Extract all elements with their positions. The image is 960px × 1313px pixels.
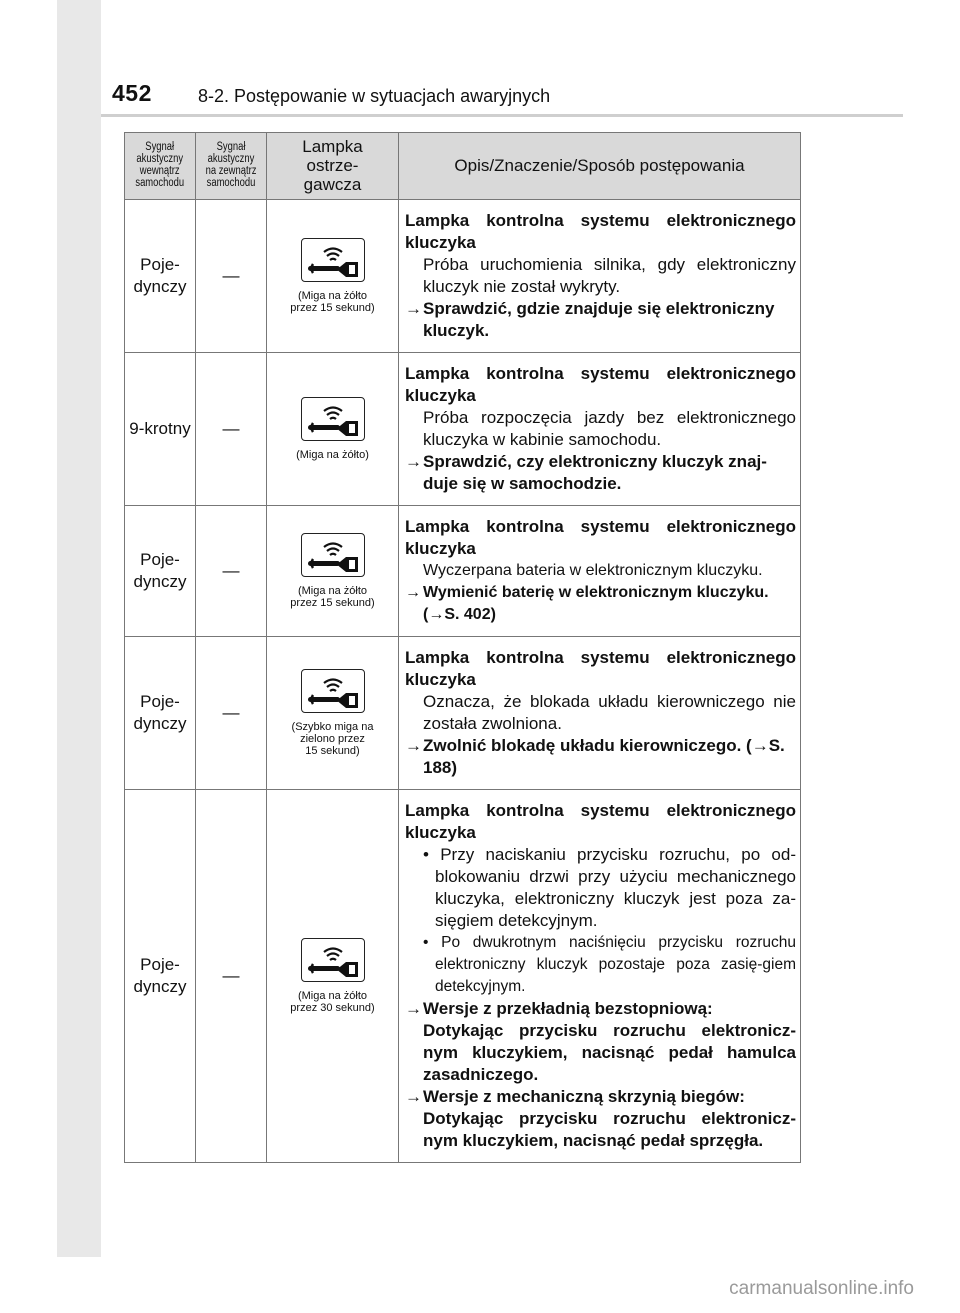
- light-caption: (Miga na żółto): [296, 449, 369, 461]
- action-detail: Dotykając przycisku rozruchu elektronicz-nym kluczykiem, nacisnąć pedał hamulca zasadniczego.: [423, 1021, 796, 1084]
- action-instruction: →Wersje z mechaniczną skrzynią biegów:: [405, 1087, 745, 1106]
- description-cell: [399, 637, 801, 790]
- smart-key-icon: [301, 397, 365, 441]
- inside-buzzer-cell: Poje- dynczy: [125, 200, 196, 353]
- warning-light-cell: [267, 353, 399, 506]
- arrow-right-icon: →: [405, 299, 422, 318]
- header-description: Opis/Znaczenie/Sposób postępowania: [399, 133, 801, 200]
- table-row: [125, 200, 801, 353]
- inside-buzzer-cell: Poje- dynczy: [125, 506, 196, 637]
- table-row: [125, 790, 801, 1163]
- watermark: carmanualsonline.info: [729, 1278, 914, 1299]
- description-title: Lampka kontrolna systemu elektronicznego kluczyka: [405, 801, 796, 842]
- header-outside-buzzer: Sygnał akustyczny na zewnątrz samochodu: [196, 133, 267, 200]
- header-divider: [101, 114, 903, 117]
- arrow-right-icon: →: [405, 999, 422, 1018]
- arrow-right-icon: →: [405, 1087, 422, 1106]
- margin-sidebar: [57, 0, 101, 1257]
- arrow-right-icon: →: [405, 584, 421, 601]
- table-header-row: [125, 133, 801, 200]
- light-caption: (Miga na żółto przez 30 sekund): [290, 990, 375, 1014]
- light-caption: (Miga na żółto przez 15 sekund): [290, 290, 375, 314]
- inside-buzzer-cell: 9-krotny: [125, 353, 196, 506]
- description-text: Próba uruchomienia silnika, gdy elektroniczny kluczyk nie został wykryty.: [423, 255, 796, 296]
- smart-key-icon: [301, 238, 365, 282]
- inside-buzzer-cell: Poje- dynczy: [125, 637, 196, 790]
- table-row: [125, 637, 801, 790]
- description-title: Lampka kontrolna systemu elektronicznego kluczyka: [405, 517, 796, 558]
- smart-key-icon: [301, 669, 365, 713]
- smart-key-icon: [301, 938, 365, 982]
- description-bullet: • Przy naciskaniu przycisku rozruchu, po od-blokowaniu drzwi przy użyciu mechanicznego kluczyka, elektroniczny kluczyk jest poza za-sięgiem detekcyjnym.: [423, 845, 796, 930]
- description-title: Lampka kontrolna systemu elektronicznego kluczyka: [405, 648, 796, 689]
- light-caption: (Miga na żółto przez 15 sekund): [290, 585, 375, 609]
- action-instruction: →Sprawdzić, gdzie znajduje się elektroniczny kluczyk.: [405, 299, 775, 340]
- description-cell: [399, 506, 801, 637]
- action-instruction: →Wersje z przekładnią bezstopniową:: [405, 999, 713, 1018]
- action-detail: Dotykając przycisku rozruchu elektronicz-nym kluczykiem, nacisnąć pedał sprzęgła.: [423, 1109, 796, 1150]
- outside-buzzer-cell: —: [196, 506, 267, 637]
- inside-buzzer-cell: Poje- dynczy: [125, 790, 196, 1163]
- description-title: Lampka kontrolna systemu elektronicznego kluczyka: [405, 211, 796, 252]
- description-cell: [399, 200, 801, 353]
- description-bullet: • Po dwukrotnym naciśnięciu przycisku rozruchu elektroniczny kluczyk pozostaje poza zasię-giem detekcyjnym.: [423, 934, 796, 995]
- outside-buzzer-cell: —: [196, 200, 267, 353]
- section-title: 8-2. Postępowanie w sytuacjach awaryjnych: [198, 86, 551, 106]
- description-text: Oznacza, że blokada układu kierowniczego nie została zwolniona.: [423, 692, 796, 733]
- description-cell: [399, 790, 801, 1163]
- arrow-right-icon: →: [405, 736, 422, 755]
- warning-light-cell: [267, 790, 399, 1163]
- page-number: 452: [112, 80, 152, 106]
- description-text: Próba rozpoczęcia jazdy bez elektronicznego kluczyka w kabinie samochodu.: [423, 408, 796, 449]
- description-cell: [399, 353, 801, 506]
- smart-key-icon: [301, 533, 365, 577]
- warning-table: [124, 132, 801, 1163]
- outside-buzzer-cell: —: [196, 353, 267, 506]
- warning-light-cell: [267, 637, 399, 790]
- warning-light-cell: [267, 506, 399, 637]
- light-caption: (Szybko miga na zielono przez 15 sekund): [291, 721, 374, 757]
- table-row: [125, 353, 801, 506]
- table-row: [125, 506, 801, 637]
- header-inside-buzzer: Sygnał akustyczny wewnątrz samochodu: [125, 133, 196, 200]
- arrow-right-icon: →: [405, 452, 422, 471]
- description-text: Wyczerpana bateria w elektronicznym kluczyku.: [423, 562, 763, 579]
- header-warning-light: Lampka ostrze- gawcza: [267, 133, 399, 200]
- warning-light-cell: [267, 200, 399, 353]
- outside-buzzer-cell: —: [196, 637, 267, 790]
- action-instruction: →Sprawdzić, czy elektroniczny kluczyk znaj-duje się w samochodzie.: [405, 452, 767, 493]
- description-title: Lampka kontrolna systemu elektronicznego kluczyka: [405, 364, 796, 405]
- action-instruction: → Wymienić baterię w elektronicznym kluczyku. (→S. 402): [405, 584, 769, 623]
- outside-buzzer-cell: —: [196, 790, 267, 1163]
- action-instruction: →Zwolnić blokadę układu kierowniczego. (→S. 188): [405, 736, 785, 777]
